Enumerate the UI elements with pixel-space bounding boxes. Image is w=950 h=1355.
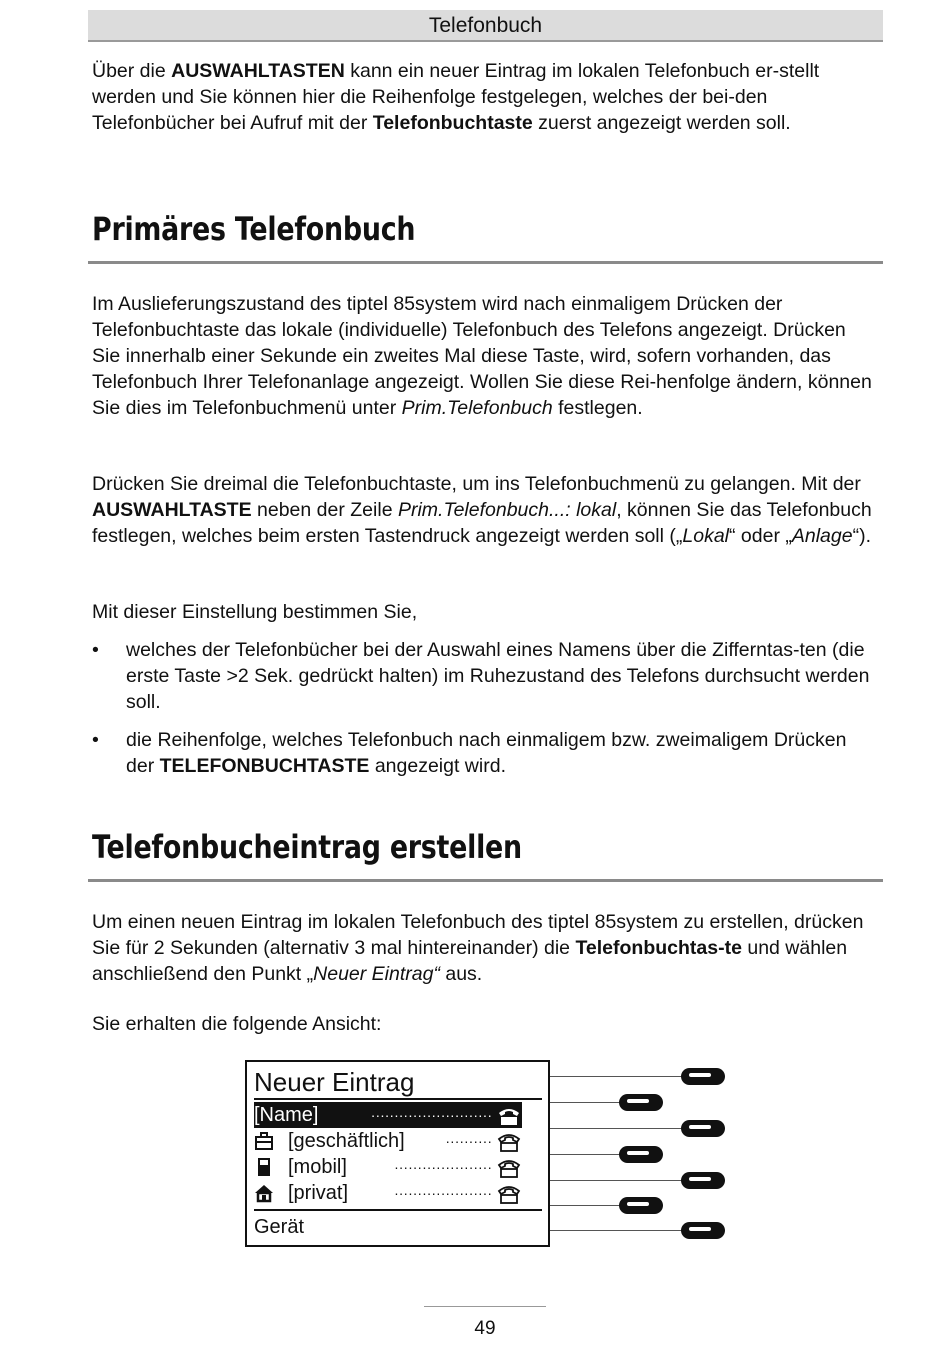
section-heading-create-entry: Telefonbucheintrag erstellen xyxy=(92,828,522,866)
heading-rule xyxy=(88,261,883,264)
telephone-icon xyxy=(496,1156,522,1178)
footer-divider xyxy=(424,1306,546,1307)
softkey-button[interactable] xyxy=(619,1094,663,1111)
connector-line xyxy=(550,1076,682,1077)
softkey-button[interactable] xyxy=(619,1197,663,1214)
page-number: 49 xyxy=(474,1318,496,1339)
dot-leader: ·········· xyxy=(445,1133,492,1149)
display-divider xyxy=(254,1209,542,1211)
list-item: • welches der Telefonbücher bei der Auswahl eines Namens über die Zifferntas-ten (die erste Taste >2 Sek. gedrückt halten) im Ruhezustand des Telefons durchsucht werden soll. xyxy=(92,639,870,713)
header-title: Telefonbuch xyxy=(428,14,543,37)
telephone-icon xyxy=(496,1182,522,1204)
display-divider xyxy=(254,1098,542,1100)
connector-line xyxy=(550,1230,682,1231)
display-row-mobile: [mobil] ····················· xyxy=(254,1154,522,1180)
section1-paragraph-1: Im Auslieferungszustand des tiptel 85system wird nach einmaligem Drücken der Telefonbuchtaste das lokale (individuelle) Telefonbuch des Telefons angezeigt. Drücken Sie innerhalb einer Sekunde ein zweites Mal diese Taste, wird, sofern vorhanden, das Telefonbuch Ihrer Telefonanlage angezeigt. Wollen Sie diese Rei-henfolge ändern, können Sie dies im Telefonbuchmenü unter Prim.Telefonbuch festlegen. xyxy=(92,293,872,419)
section2-paragraph-2: Sie erhalten die folgende Ansicht: xyxy=(92,1013,382,1035)
connector-line xyxy=(550,1180,682,1181)
heading-rule xyxy=(88,879,883,882)
home-icon xyxy=(254,1183,274,1203)
telephone-icon xyxy=(496,1130,522,1152)
section1-paragraph-2: Drücken Sie dreimal die Telefonbuchtaste, um ins Telefonbuchmenü zu gelangen. Mit der AUSWAHLTASTE neben der Zeile Prim.Telefonbuch...: lokal, können Sie das Telefonbuch festlegen, welches beim ersten Tastendruck angezeigt werden soll („Lokal“ oder „Anlage“). xyxy=(92,473,872,547)
section1-paragraph-3: Mit dieser Einstellung bestimmen Sie, xyxy=(92,601,418,623)
connector-line xyxy=(550,1205,620,1206)
display-row-business: [geschäftlich] ·········· xyxy=(254,1128,522,1154)
display-row-private: [privat] ····················· xyxy=(254,1180,522,1206)
list-item: • die Reihenfolge, welches Telefonbuch nach einmaligem bzw. zweimaligem Drücken der TELEFONBUCHTASTE angezeigt wird. xyxy=(92,729,847,777)
telephone-icon xyxy=(496,1104,522,1126)
section-heading-primary-phonebook: Primäres Telefonbuch xyxy=(92,210,416,248)
softkey-button[interactable] xyxy=(619,1146,663,1163)
dot-leader: ····················· xyxy=(394,1159,492,1175)
connector-line xyxy=(550,1128,682,1129)
display-row-name: [Name] ·························· xyxy=(254,1102,522,1128)
bullet-marker: • xyxy=(92,729,99,751)
office-icon xyxy=(254,1131,274,1151)
page-header xyxy=(88,10,883,42)
connector-line xyxy=(550,1154,620,1155)
softkey-button[interactable] xyxy=(681,1068,725,1085)
display-title: Neuer Eintrag xyxy=(254,1067,415,1097)
bullet-list xyxy=(92,637,877,791)
bullet-marker: • xyxy=(92,639,99,661)
section2-paragraph-1: Um einen neuen Eintrag im lokalen Telefonbuch des tiptel 85system zu erstellen, drücken Sie für 2 Sekunden (alternativ 3 mal hintereinander) die Telefonbuchtas-te und wählen anschließend den Punkt „Neuer Eintrag“ aus. xyxy=(92,911,864,985)
softkey-button[interactable] xyxy=(681,1172,725,1189)
display-footer-label: Gerät xyxy=(254,1216,305,1238)
softkey-button[interactable] xyxy=(681,1222,725,1239)
intro-paragraph: Über die AUSWAHLTASTEN kann ein neuer Eintrag im lokalen Telefonbuch er-stellt werden und Sie können hier die Reihenfolge festgelegen, welches der bei-den Telefonbücher bei Aufruf mit der Telefonbuchtaste zuerst angezeigt werden soll. xyxy=(92,60,820,134)
connector-line xyxy=(550,1102,620,1103)
softkey-button[interactable] xyxy=(681,1120,725,1137)
mobile-phone-icon xyxy=(254,1157,274,1177)
dot-leader: ····················· xyxy=(394,1185,492,1201)
dot-leader: ·························· xyxy=(370,1107,492,1123)
phone-display xyxy=(245,1060,550,1247)
